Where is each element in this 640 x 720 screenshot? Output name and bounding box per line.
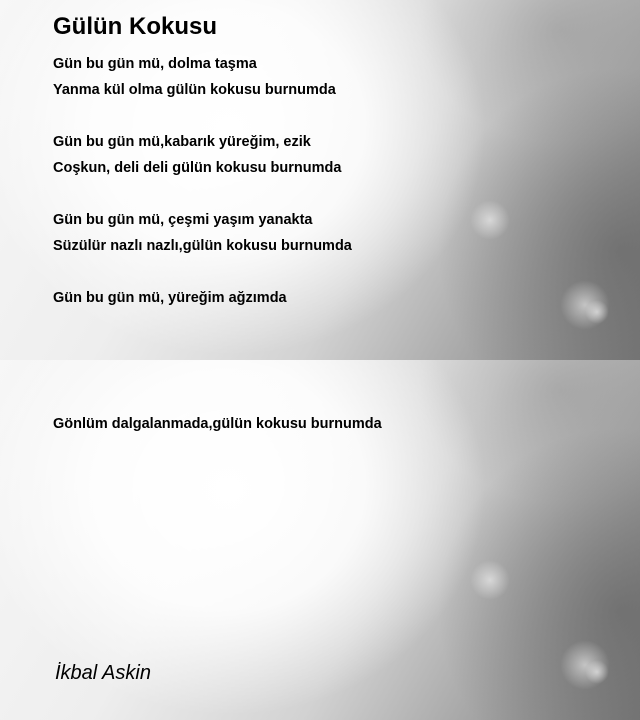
poem-title: Gülün Kokusu <box>53 13 217 40</box>
poem-card-bottom <box>0 360 640 720</box>
poem-line: Süzülür nazlı nazlı,gülün kokusu burnumda <box>53 238 352 254</box>
poem-line: Gün bu gün mü,kabarık yüreğim, ezik <box>53 134 311 150</box>
poem-line: Coşkun, deli deli gülün kokusu burnumda <box>53 160 342 176</box>
poem-line: Yanma kül olma gülün kokusu burnumda <box>53 82 336 98</box>
poem-author: İkbal Askin <box>55 662 151 684</box>
bokeh-light <box>585 660 609 684</box>
bokeh-light <box>470 560 510 600</box>
poem-line: Gönlüm dalgalanmada,gülün kokusu burnumda <box>53 416 382 432</box>
poem-line: Gün bu gün mü, dolma taşma <box>53 56 257 72</box>
bokeh-light <box>585 300 609 324</box>
poem-line: Gün bu gün mü, çeşmi yaşım yanakta <box>53 212 313 228</box>
poem-line: Gün bu gün mü, yüreğim ağzımda <box>53 290 287 306</box>
bokeh-light <box>470 200 510 240</box>
